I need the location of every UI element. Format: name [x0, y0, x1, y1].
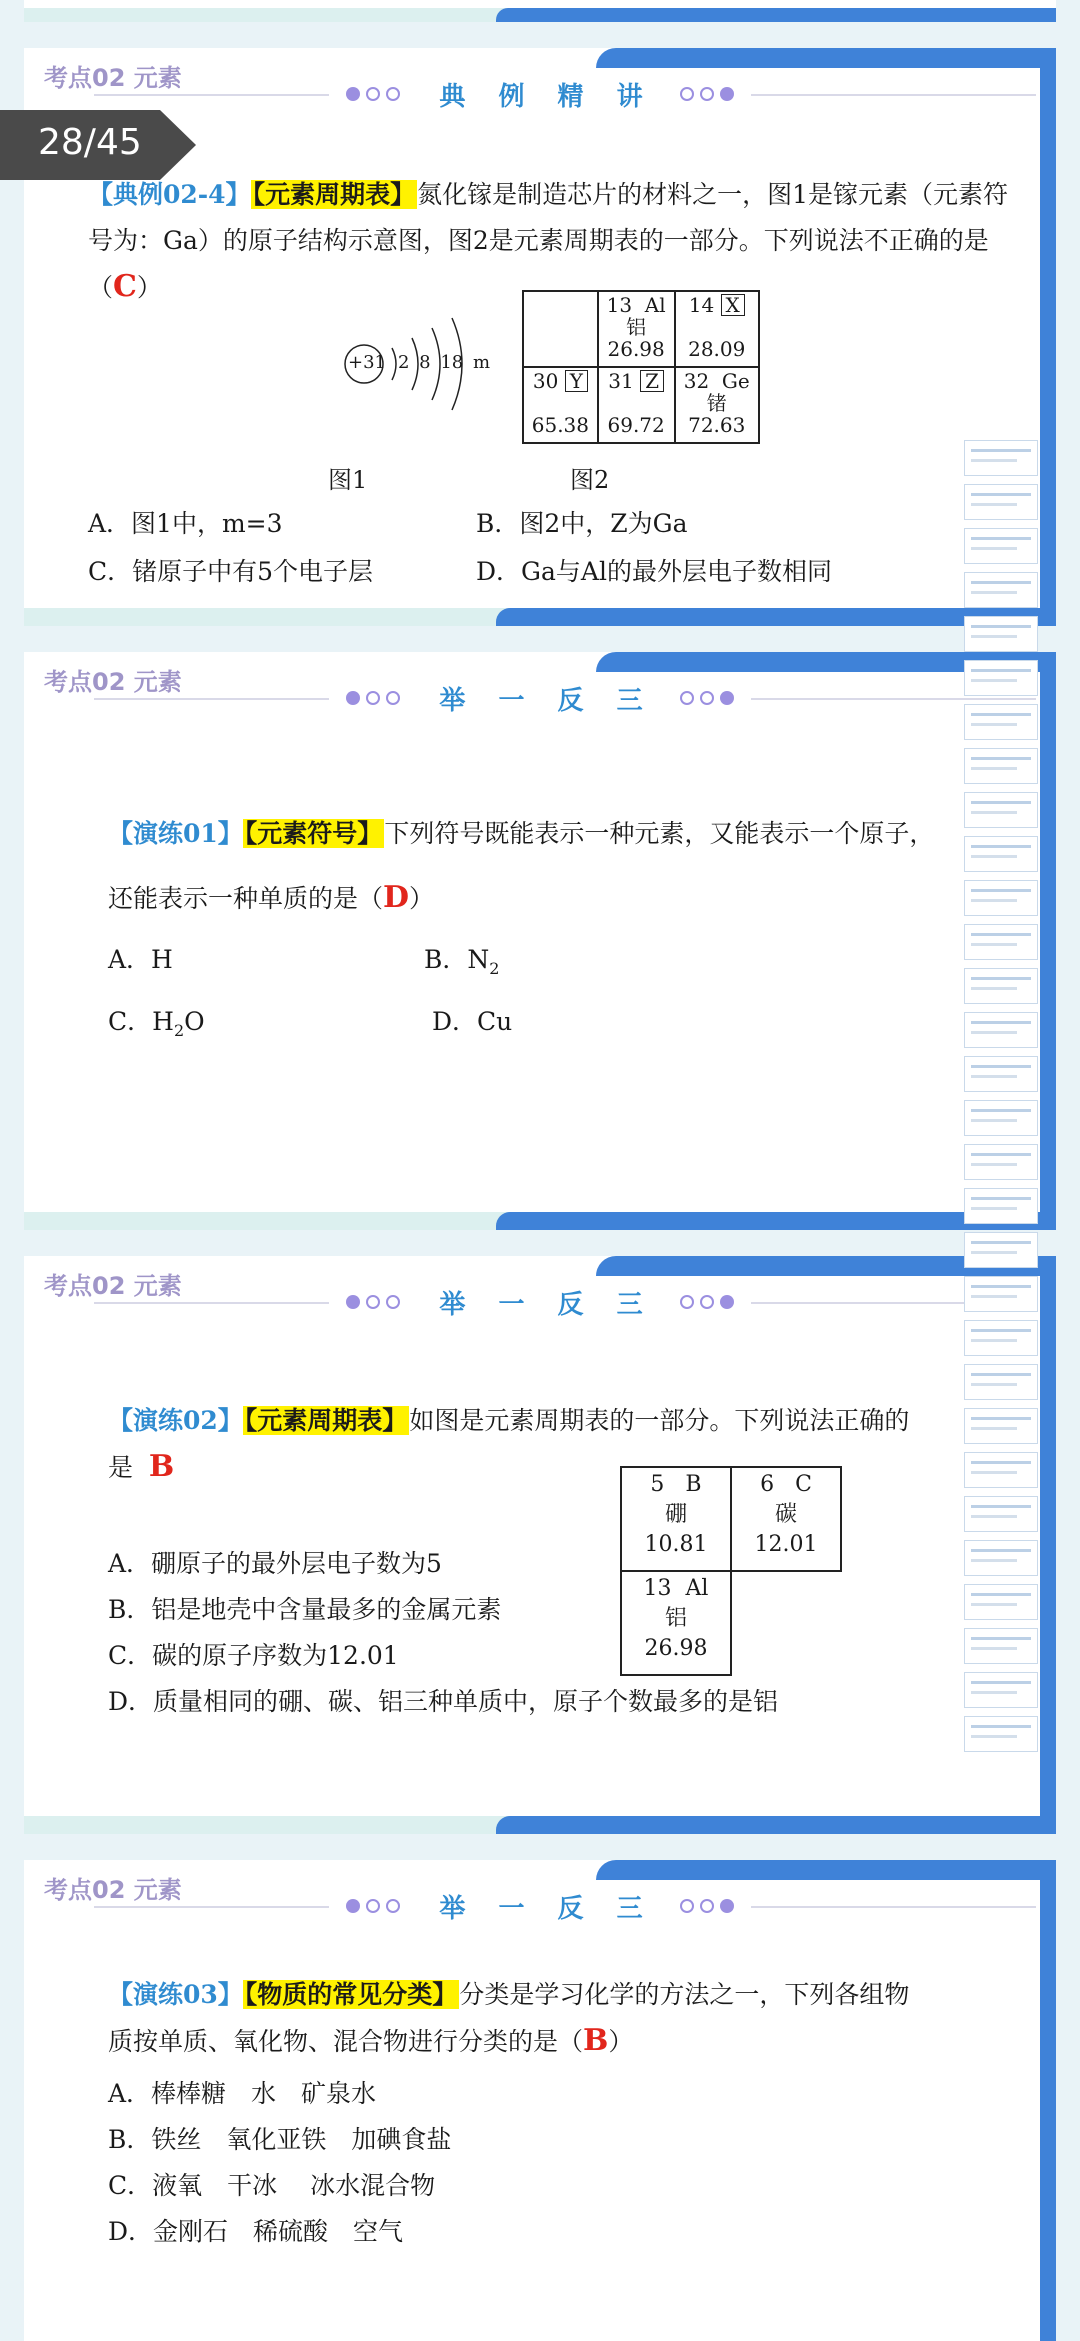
- topic-label: 考点02 元素: [44, 668, 182, 696]
- cell-x: 14 X 28.09: [675, 291, 760, 367]
- question-text: 【演练03】【物质的常见分类】分类是学习化学的方法之一，下列各组物 质按单质、氧化物、混合物进行分类的是（B）: [108, 1980, 910, 2058]
- slide-thumbnail[interactable]: [964, 660, 1038, 696]
- slide-thumbnail[interactable]: [964, 1232, 1038, 1268]
- slide-thumbnail[interactable]: [964, 484, 1038, 520]
- option-d: D．质量相同的硼、碳、铝三种单质中，原子个数最多的是铝: [108, 1687, 779, 1716]
- option-d: D．Ga与Al的最外层电子数相同: [476, 557, 832, 586]
- option-a: A．硼原子的最外层电子数为5: [108, 1549, 442, 1578]
- question-text: 【演练01】【元素符号】下列符号既能表示一种元素，又能表示一个原子， 还能表示一种单质的是（D）: [108, 819, 935, 915]
- slide-thumbnail[interactable]: [964, 528, 1038, 564]
- slide-thumbnail[interactable]: [964, 1144, 1038, 1180]
- slide-thumbnail[interactable]: [964, 1584, 1038, 1620]
- slide-thumbnail[interactable]: [964, 1716, 1038, 1752]
- answer-mark: B: [148, 1449, 175, 1484]
- slide-thumbnail[interactable]: [964, 1320, 1038, 1356]
- cell-y: 30 Y 65.38: [523, 367, 598, 443]
- slide-thumbnail[interactable]: [964, 1100, 1038, 1136]
- slide-thumbnail[interactable]: [964, 1188, 1038, 1224]
- cell-ge: 32 Ge 锗 72.63: [675, 367, 760, 443]
- answer-mark: B: [583, 2023, 609, 2058]
- section-title: 举 一 反 三: [439, 1893, 655, 1924]
- slide-thumbnail[interactable]: [964, 440, 1038, 476]
- slide-thumbnail[interactable]: [964, 616, 1038, 652]
- option-b: B．铁丝 氧化亚铁 加碘食盐: [108, 2125, 452, 2154]
- slide-thumbnail[interactable]: [964, 1364, 1038, 1400]
- previous-card-bottom: [24, 0, 1056, 22]
- option-b: B．$N_2$: [424, 945, 500, 978]
- option-d: D．Cu: [432, 1007, 513, 1036]
- slide-thumbnail[interactable]: [964, 704, 1038, 740]
- electron-shells: 2 8 18 m: [398, 352, 491, 373]
- cell-al: 13 Al 铝 26.98: [598, 291, 675, 367]
- atom-structure-diagram: [340, 308, 520, 418]
- slide-thumbnail[interactable]: [964, 1452, 1038, 1488]
- periodic-table-fragment: 5 B 硼 10.81 6 C 碳 12.01 13 Al 铝 26.98: [620, 1466, 842, 1676]
- slide-thumbnail[interactable]: [964, 1408, 1038, 1444]
- slide-thumbnail[interactable]: [964, 924, 1038, 960]
- option-d: D．金刚石 稀硫酸 空气: [108, 2217, 404, 2246]
- option-c: C．锗原子中有5个电子层: [88, 557, 374, 586]
- section-title: 举 一 反 三: [439, 685, 655, 716]
- question-text: 【典例02-4】【元素周期表】氮化镓是制造芯片的材料之一，图1是镓元素（元素符号为：Ga）的原子结构示意图，图2是元素周期表的一部分。下列说法不正确的是（C）: [88, 180, 1008, 304]
- slide-thumbnail[interactable]: [964, 792, 1038, 828]
- option-a: A．棒棒糖 水 矿泉水: [108, 2079, 377, 2108]
- slide-thumbnail[interactable]: [964, 1276, 1038, 1312]
- page-counter: 28/45: [38, 122, 142, 163]
- figure2-caption: 图2: [570, 466, 610, 494]
- option-c: C．$H_2O$: [108, 1007, 205, 1040]
- option-a: A．H: [108, 945, 173, 974]
- option-b: B．铝是地壳中含量最多的金属元素: [108, 1595, 502, 1624]
- cell-z: 31 Z 69.72: [598, 367, 675, 443]
- section-title: 举 一 反 三: [439, 1289, 655, 1320]
- question-text: 【演练02】【元素周期表】如图是元素周期表的一部分。下列说法正确的 是 B: [108, 1406, 910, 1484]
- section-title: 典 例 精 讲: [439, 81, 655, 112]
- slide-thumbnail[interactable]: [964, 748, 1038, 784]
- slide-thumbnail-strip[interactable]: [964, 440, 1042, 1760]
- slide-thumbnail[interactable]: [964, 1672, 1038, 1708]
- periodic-table-fragment: [522, 290, 760, 444]
- slide-thumbnail[interactable]: [964, 880, 1038, 916]
- option-c: C．液氧 干冰 冰水混合物: [108, 2171, 436, 2200]
- topic-label: 考点02 元素: [44, 1272, 182, 1300]
- slide-thumbnail[interactable]: [964, 968, 1038, 1004]
- page-counter-badge: [0, 110, 196, 180]
- slide-thumbnail[interactable]: [964, 1056, 1038, 1092]
- slide-thumbnail[interactable]: [964, 1496, 1038, 1532]
- slide-thumbnail[interactable]: [964, 1628, 1038, 1664]
- slide-thumbnail[interactable]: [964, 572, 1038, 608]
- topic-label: 考点02 元素: [44, 64, 182, 92]
- slide-card-3[interactable]: [24, 1256, 1056, 1834]
- slide-card-4[interactable]: [24, 1860, 1056, 2341]
- answer-mark: C: [113, 269, 137, 304]
- nucleus-charge: +31: [348, 352, 386, 373]
- answer-mark: D: [383, 880, 410, 915]
- option-c: C．碳的原子序数为12.01: [108, 1641, 399, 1670]
- slide-thumbnail[interactable]: [964, 1012, 1038, 1048]
- figure1-caption: 图1: [328, 466, 368, 494]
- option-a: A．图1中，m=3: [88, 509, 283, 538]
- slide-card-2[interactable]: [24, 652, 1056, 1230]
- slide-thumbnail[interactable]: [964, 836, 1038, 872]
- slide-thumbnail[interactable]: [964, 1540, 1038, 1576]
- topic-label: 考点02 元素: [44, 1876, 182, 1904]
- option-b: B．图2中，Z为Ga: [476, 509, 688, 538]
